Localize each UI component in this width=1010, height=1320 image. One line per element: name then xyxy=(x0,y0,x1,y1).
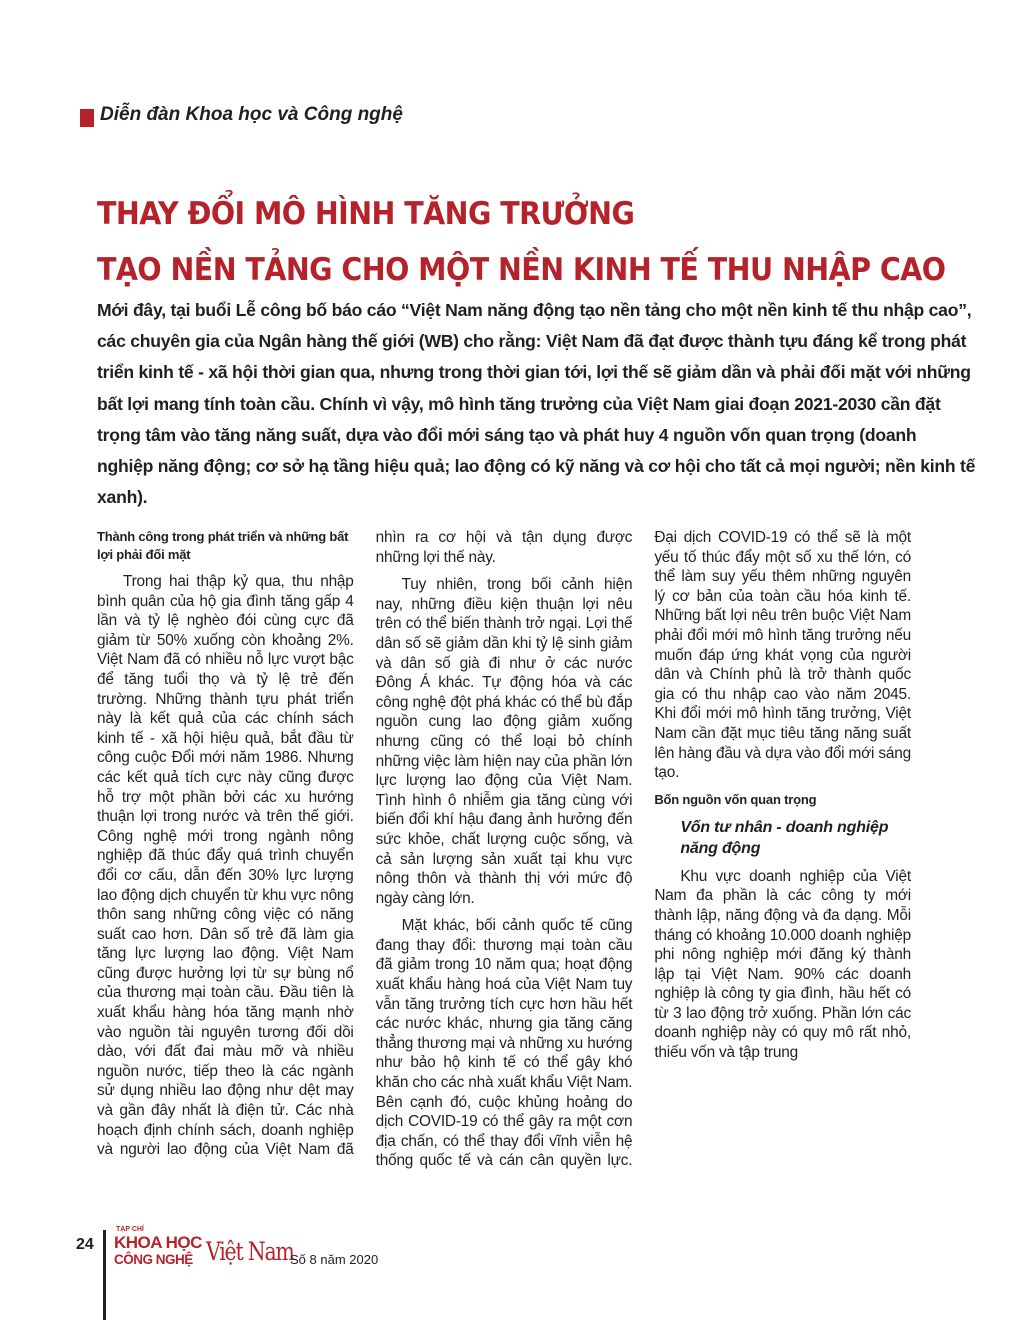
body-paragraph: Tuy nhiên, trong bối cảnh hiện nay, những điều kiện thuận lợi nêu trên có thể biến thành trở ngại. Lợi thế dân số sẽ giảm dần khi tỷ lệ sinh giảm và dân số già đi như ở các nước Đông Á khác. Tự động hóa và các công nghệ đột phá khác có thể bù đắp nguồn cung lao động giảm xuống nhưng cũng có thể loại bỏ chính những việc làm hiện nay của phần lớn lực lượng lao động của Việt Nam. Tình hình ô nhiễm gia tăng cùng với biến đổi khí hậu đang ảnh hưởng đến sức khỏe, chất lượng cuộc sống, và cả sản lượng sản xuất tại khu vực nông thôn và thành thị với mức độ ngày càng lớn. xyxy=(375,576,633,907)
section-heading-successes: Thành công trong phát triển và những bất lợi phải đối mặt xyxy=(97,529,349,562)
body-paragraph: Khu vực doanh nghiệp của Việt Nam đa phần là các công ty mới thành lập, năng động và đa dạng. Mỗi tháng có khoảng 10.000 doanh nghiệp phi nông nghiệp mới đăng ký thành lập tại Việt Nam. 90% các doanh nghiệp là công ty gia đình, hầu hết có từ 3 lao động trở xuống. Phần lớn các doanh nghiệp này có quy mô rất nhỏ, thiếu vốn và tập trung xyxy=(654,867,911,1062)
logo-viet-nam: Việt Nam xyxy=(206,1237,294,1266)
section-label: Diễn đàn Khoa học và Công nghệ xyxy=(100,104,403,125)
page-number: 24 xyxy=(76,1236,94,1253)
logo-tap-chi: TẠP CHÍ xyxy=(116,1226,144,1233)
magazine-logo xyxy=(114,1226,294,1286)
article-title xyxy=(97,186,946,298)
logo-khoa-hoc: KHOA HỌC xyxy=(114,1233,202,1252)
body-paragraph: Trong hai thập kỷ qua, thu nhập bình quân của hộ gia đình tăng gấp 4 lần và tỷ lệ nghèo đói cùng cực đã giảm từ 50% xuống còn khoảng 2%. Việt Nam đã có nhiều nỗ lực vượt bậc để tăng tuổi thọ và tỷ lệ trẻ đến trường. Những thành tựu phát triển này là kết quả của các chính sách kinh tế - xã hội hiệu quả, bắt đầu từ công cuộc Đổi mới năm 1986. Nhưng các kết quả tích cực này cũng được hỗ trợ một phần bởi các xu hướng thuận lợi trong nước và trên thế giới. Công nghệ mới trong ngành nông nghiệp đã thúc đẩy quá trình chuyển đổi cơ cấu, dẫn đến 30% lực lượng lao động dịch chuyển từ khu vực nông thôn sang những công việc có năng suất cao hơn. Dân số trẻ đã làm gia tăng lực lượng lao động. Việt Nam cũng được hưởng lợi từ sự bùng nổ của thương mại toàn cầu. Đầu tiên là xuất khẩu hàng hóa tăng mạnh nhờ vào nguồn tài nguyên tương đối dồi dào, với đất đai màu mỡ và nhiều nguồn nước, tiếp theo là các ngành sử dụng nhiều lao động như dệt may và gần đây nhất là điện tử. Các nhà hoạch định chính sách, doanh nghiệp và người lao động của Việt Nam đã nhìn ra cơ hội và tận dụng được những lợi thế này. xyxy=(97,529,633,1159)
section-marker xyxy=(80,109,94,127)
subheading-private-capital: Vốn tư nhân - doanh nghiệp năng động xyxy=(680,818,889,857)
footer-divider xyxy=(103,1230,106,1320)
article-lead: Mới đây, tại buổi Lễ công bố báo cáo “Việt Nam năng động tạo nền tảng cho một nền kinh tế thu nhập cao”, các chuyên gia của Ngân hàng thế giới (WB) cho rằng: Việt Nam đã đạt được thành tựu đáng kể trong phát triển kinh tế - xã hội thời gian qua, nhưng trong thời gian tới, lợi thế sẽ giảm dần và phải đối mặt với những bất lợi mang tính toàn cầu. Chính vì vậy, mô hình tăng trưởng của Việt Nam giai đoạn 2021-2030 cần đặt trọng tâm vào tăng năng suất, dựa vào đổi mới sáng tạo và phát huy 4 nguồn vốn quan trọng (doanh nghiệp năng động; cơ sở hạ tầng hiệu quả; lao động có kỹ năng và cơ hội cho tất cả mọi người; nền kinh tế xanh). xyxy=(97,300,976,508)
logo-cong-nghe: CÔNG NGHỆ xyxy=(114,1252,193,1267)
body-paragraph: Mặt khác, bối cảnh quốc tế cũng đang thay đổi: thương mại toàn cầu đã giảm trong 10 năm qua; hoạt động xuất khẩu hàng hoá của Việt Nam tuy vẫn tăng trưởng tích cực hơn hầu hết các nước khác, nhưng gia tăng căng thẳng thương mại và những xu hướng như bảo hộ kinh tế có thể gây khó khăn cho các nhà xuất khẩu Việt Nam. Bên cạnh đó, cuộc khủng hoảng do dịch COVID-19 có thể gây ra một cơn địa chấn, có thể thay đổi vĩnh viễn hệ thống quốc tế và cán cân quyền lực. Đại dịch COVID-19 có thể sẽ là một yếu tố thúc đẩy một số xu thế lớn, có thể làm suy yếu thêm những nguyên lý cơ bản của toàn cầu hóa kinh tế. Những bất lợi nêu trên buộc Việt Nam phải đổi mới mô hình tăng trưởng nếu muốn đáp ứng khát vọng của người dân và Chính phủ là trở thành quốc gia có thu nhập cao vào năm 2045. Khi đổi mới mô hình tăng trưởng, Việt Nam cần đặt mục tiêu tăng năng suất lên hàng đầu và dựa vào đổi mới sáng tạo. xyxy=(375,529,911,1170)
section-heading-four-capitals: Bốn nguồn vốn quan trọng xyxy=(654,791,817,807)
article-title-line-2: TẠO NỀN TẢNG CHO MỘT NỀN KINH TẾ THU NHẬP CAO xyxy=(97,252,946,288)
issue-number: Số 8 năm 2020 xyxy=(290,1252,379,1267)
article-title-line-1: THAY ĐỔI MÔ HÌNH TĂNG TRƯỞNG xyxy=(97,196,635,232)
article-body xyxy=(97,528,911,1188)
